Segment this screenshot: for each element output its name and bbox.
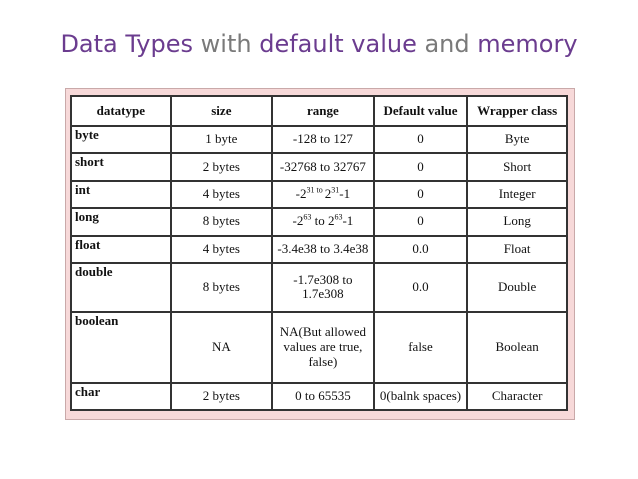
header-default-value: Default value xyxy=(374,96,468,126)
range-exponent: 31 to xyxy=(306,185,325,195)
cell-datatype: long xyxy=(71,208,171,235)
cell-default: 0 xyxy=(374,181,468,208)
cell-wrapper: Character xyxy=(467,383,567,410)
header-size: size xyxy=(171,96,272,126)
table-row xyxy=(71,263,567,312)
cell-default: false xyxy=(374,312,468,383)
cell-wrapper: Short xyxy=(467,153,567,180)
cell-size: 8 bytes xyxy=(171,263,272,312)
cell-datatype: boolean xyxy=(71,312,171,383)
cell-datatype: byte xyxy=(71,126,171,153)
table-row xyxy=(71,181,567,208)
cell-wrapper: Double xyxy=(467,263,567,312)
range-text: -2 xyxy=(292,213,304,229)
cell-size: 4 bytes xyxy=(171,236,272,263)
cell-wrapper: Boolean xyxy=(467,312,567,383)
cell-range xyxy=(272,181,374,208)
range-text: -1 xyxy=(339,186,351,201)
header-wrapper-class: Wrapper class xyxy=(467,96,567,126)
cell-wrapper: Integer xyxy=(467,181,567,208)
cell-default: 0.0 xyxy=(374,236,468,263)
cell-range: -3.4e38 to 3.4e38 xyxy=(272,236,374,263)
cell-wrapper: Float xyxy=(467,236,567,263)
cell-datatype: float xyxy=(71,236,171,263)
title-part-default-value: default value xyxy=(259,30,417,58)
title-part-data-types: Data Types xyxy=(60,30,194,58)
range-text: 2 xyxy=(324,186,332,201)
range-exponent: 63 xyxy=(334,213,343,223)
range-exponent: 31 xyxy=(331,185,340,195)
cell-size: 4 bytes xyxy=(171,181,272,208)
range-line: NA(But allowed xyxy=(279,323,367,339)
cell-datatype: double xyxy=(71,263,171,312)
cell-wrapper: Long xyxy=(467,208,567,235)
title-part-memory: memory xyxy=(477,30,578,58)
cell-range: -128 to 127 xyxy=(272,126,374,153)
cell-size: 1 byte xyxy=(171,126,272,153)
table-row xyxy=(71,312,567,383)
range-text: to 2 xyxy=(311,213,335,229)
cell-default: 0(balnk spaces) xyxy=(374,383,468,410)
table-header-row xyxy=(71,96,567,126)
header-range: range xyxy=(272,96,374,126)
cell-size: 2 bytes xyxy=(171,383,272,410)
data-types-table xyxy=(70,95,568,411)
cell-default: 0 xyxy=(374,126,468,153)
range-line: false) xyxy=(308,353,338,369)
range-text: -2 xyxy=(295,186,307,201)
cell-range xyxy=(272,263,374,312)
title-part-and: and xyxy=(416,30,478,58)
range-line: -1.7e308 to xyxy=(293,271,353,287)
range-text: -1 xyxy=(342,213,354,229)
table-row xyxy=(71,126,567,153)
cell-datatype: int xyxy=(71,181,171,208)
cell-size: NA xyxy=(171,312,272,383)
cell-size: 2 bytes xyxy=(171,153,272,180)
cell-datatype: short xyxy=(71,153,171,180)
table-row xyxy=(71,153,567,180)
slide-title xyxy=(0,30,638,58)
cell-range xyxy=(272,312,374,383)
cell-range: 0 to 65535 xyxy=(272,383,374,410)
cell-size: 8 bytes xyxy=(171,208,272,235)
range-line: values are true, xyxy=(283,338,363,354)
table-row xyxy=(71,383,567,410)
range-line: 1.7e308 xyxy=(302,286,344,302)
table-row xyxy=(71,208,567,235)
cell-datatype: char xyxy=(71,383,171,410)
table-row xyxy=(71,236,567,263)
header-datatype: datatype xyxy=(71,96,171,126)
cell-default: 0.0 xyxy=(374,263,468,312)
title-part-with: with xyxy=(193,30,260,58)
cell-range xyxy=(272,208,374,235)
cell-default: 0 xyxy=(374,153,468,180)
cell-range: -32768 to 32767 xyxy=(272,153,374,180)
range-exponent: 63 xyxy=(303,213,312,223)
cell-wrapper: Byte xyxy=(467,126,567,153)
cell-default: 0 xyxy=(374,208,468,235)
